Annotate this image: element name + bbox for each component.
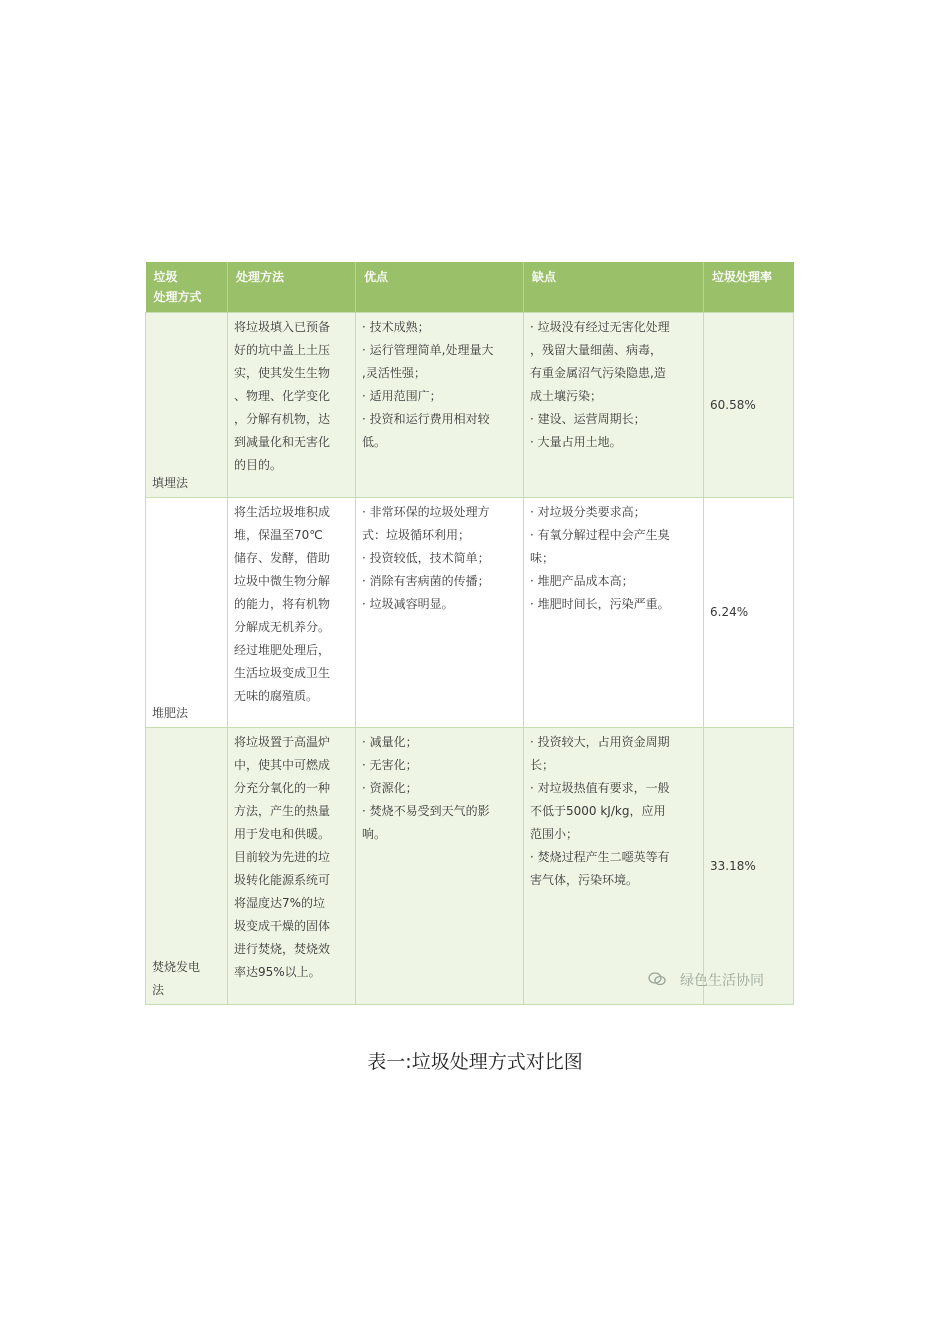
waste-treatment-table <box>145 262 794 1005</box>
method-description: 将垃圾填入已预备 好的坑中盖上土压 实，使其发生生物 、物理、化学变化 ，分解有机物，达 到减量化和无害化 的目的。 <box>228 313 356 498</box>
header-method-type: 垃圾 处理方式 <box>146 262 228 313</box>
header-rate: 垃圾处理率 <box>704 262 794 313</box>
pros-cell: · 减量化； · 无害化； · 资源化； · 焚烧不易受到天气的影 响。 <box>356 728 524 1005</box>
pros-cell: · 非常环保的垃圾处理方 式：垃圾循环利用； · 投资较低，技术简单； · 消除有害病菌的传播； · 垃圾减容明显。 <box>356 498 524 728</box>
method-name: 焚烧发电 法 <box>146 728 228 1005</box>
rate-cell: 6.24% <box>704 498 794 728</box>
method-name: 堆肥法 <box>146 498 228 728</box>
pros-cell: · 技术成熟； · 运行管理简单,处理量大 ,灵活性强； · 适用范围广； · 投资和运行费用相对较 低。 <box>356 313 524 498</box>
rate-cell: 33.18% <box>704 728 794 1005</box>
method-description: 将垃圾置于高温炉 中，使其中可燃成 分充分氧化的一种 方法，产生的热量 用于发电和供暖。 目前较为先进的垃 圾转化能源系统可 将湿度达7%的垃 圾变成干燥的固体 进行焚烧，焚烧效 率达95%以上。 <box>228 728 356 1005</box>
table-caption: 表一:垃圾处理方式对比图 <box>367 1051 583 1073</box>
table-row <box>146 498 794 728</box>
cons-cell: · 投资较大，占用资金周期 长； · 对垃圾热值有要求，一般 不低于5000 kJ/kg，应用 范围小； · 焚烧过程产生二噁英等有 害气体，污染环境。 <box>524 728 704 1005</box>
table-row <box>146 313 794 498</box>
header-pros: 优点 <box>356 262 524 313</box>
wechat-icon <box>648 972 666 986</box>
method-name: 填埋法 <box>146 313 228 498</box>
cons-cell: · 垃圾没有经过无害化处理 ，残留大量细菌、病毒， 有重金属沼气污染隐患,造 成土壤污染； · 建设、运营周期长； · 大量占用土地。 <box>524 313 704 498</box>
watermark <box>600 966 790 996</box>
header-process: 处理方法 <box>228 262 356 313</box>
comparison-table-container <box>145 262 793 1002</box>
cons-cell: · 对垃圾分类要求高； · 有氧分解过程中会产生臭 味； · 堆肥产品成本高； · 堆肥时间长，污染严重。 <box>524 498 704 728</box>
table-header-row <box>146 262 794 313</box>
method-description: 将生活垃圾堆积成 堆，保温至70℃ 储存、发酵，借助 垃圾中微生物分解 的能力，将有机物 分解成无机养分。 经过堆肥处理后， 生活垃圾变成卫生 无味的腐殖质。 <box>228 498 356 728</box>
watermark-text: 绿色生活协同 <box>680 973 764 989</box>
rate-cell: 60.58% <box>704 313 794 498</box>
table-row <box>146 728 794 1005</box>
header-cons: 缺点 <box>524 262 704 313</box>
